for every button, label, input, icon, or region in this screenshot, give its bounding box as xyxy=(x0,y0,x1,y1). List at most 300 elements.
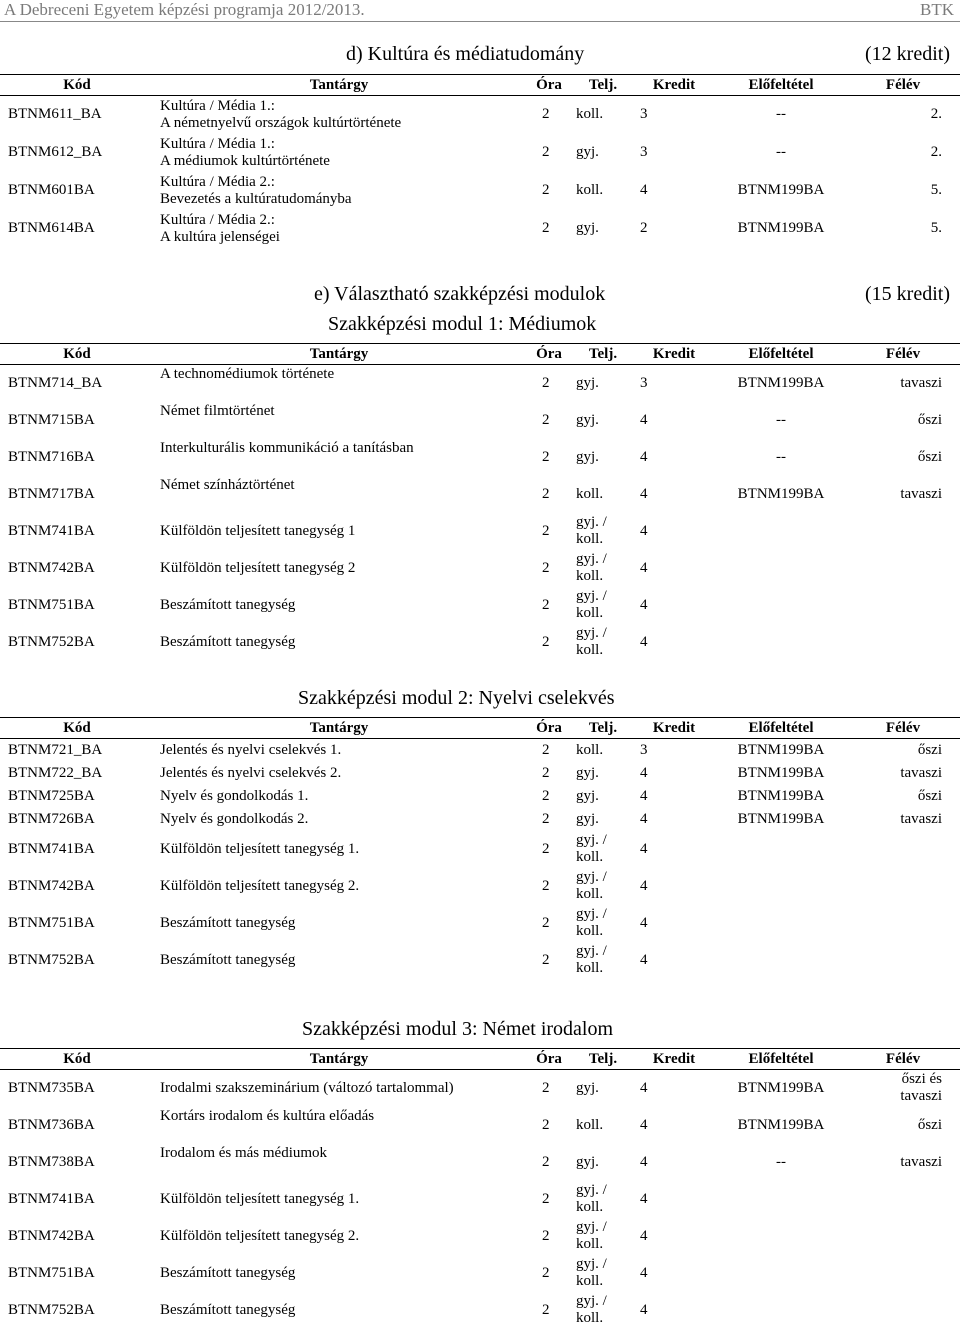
telj-cell xyxy=(574,513,632,550)
modul3-table xyxy=(0,1048,960,1329)
tantargy-text: Német filmtörténet xyxy=(160,402,275,419)
modul1-title: Szakképzési modul 1: Médiumok xyxy=(328,313,597,335)
telj-cell-line1: gyj. / xyxy=(576,514,607,530)
felev-cell: tavaszi xyxy=(900,810,942,827)
felev-cell: 5. xyxy=(930,220,942,236)
kredit-cell: 3 xyxy=(640,144,648,160)
table-row xyxy=(0,96,960,134)
kod-cell: BTNM735BA xyxy=(8,1079,95,1096)
elofeltetel-cell: BTNM199BA xyxy=(737,374,825,391)
telj-cell xyxy=(574,550,632,587)
table-row xyxy=(0,785,960,808)
ora-cell: 2 xyxy=(542,877,550,894)
col-tantargy-header: Tantárgy xyxy=(309,1050,369,1067)
table-row xyxy=(0,550,960,587)
table-row xyxy=(0,476,960,513)
ora-cell: 2 xyxy=(542,559,550,576)
felev-cell xyxy=(846,1181,960,1218)
kredit-cell: 4 xyxy=(640,1153,648,1170)
elofeltetel-cell: -- xyxy=(776,106,786,123)
table-row xyxy=(0,587,960,624)
ora-cell: 2 xyxy=(542,951,550,968)
elofeltetel-cell: -- xyxy=(776,448,786,465)
felev-cell xyxy=(846,587,960,624)
kod-cell: BTNM751BA xyxy=(8,596,95,613)
col-telj-header: Telj. xyxy=(588,1050,618,1067)
ora-cell: 2 xyxy=(542,411,550,428)
col-kredit-header: Kredit xyxy=(652,345,696,362)
section-d-table xyxy=(0,74,960,248)
kod-cell: BTNM715BA xyxy=(8,411,95,428)
telj-cell xyxy=(574,905,632,942)
modul2-title: Szakképzési modul 2: Nyelvi cselekvés xyxy=(298,687,615,709)
col-felev-header: Félév xyxy=(885,76,921,93)
kod-cell: BTNM742BA xyxy=(8,1227,95,1244)
felev-cell xyxy=(846,1255,960,1292)
telj-cell xyxy=(574,831,632,868)
telj-cell xyxy=(574,1255,632,1292)
telj-cell: koll. xyxy=(576,741,604,758)
telj-cell-line2: koll. xyxy=(576,642,604,658)
ora-cell: 2 xyxy=(542,764,550,781)
telj-cell-line2: koll. xyxy=(576,568,604,584)
kredit-cell: 4 xyxy=(640,596,648,613)
elofeltetel-cell xyxy=(716,868,846,905)
elofeltetel-cell: BTNM199BA xyxy=(737,1079,825,1096)
elofeltetel-cell: BTNM199BA xyxy=(737,787,825,804)
modul3-title: Szakképzési modul 3: Német irodalom xyxy=(302,1018,614,1040)
tantargy-cell-line1: Kultúra / Média 1.: xyxy=(160,135,275,152)
table-row xyxy=(0,134,960,172)
tantargy-cell: Beszámított tanegység xyxy=(160,633,296,650)
col-tantargy-header: Tantárgy xyxy=(309,76,369,93)
col-felev-header: Félév xyxy=(885,345,921,362)
telj-cell-line2: koll. xyxy=(576,605,604,621)
col-kod-header: Kód xyxy=(63,76,91,93)
telj-cell: koll. xyxy=(576,106,604,123)
felev-cell: tavaszi xyxy=(900,1153,942,1170)
elofeltetel-cell: -- xyxy=(776,411,786,428)
telj-cell-line2: koll. xyxy=(576,923,604,939)
elofeltetel-cell xyxy=(716,1292,846,1329)
elofeltetel-cell xyxy=(716,1181,846,1218)
telj-cell xyxy=(574,1218,632,1255)
felev-cell-line2: tavaszi xyxy=(900,1088,942,1105)
telj-cell xyxy=(574,942,632,979)
col-ora-header: Óra xyxy=(536,719,562,736)
tantargy-cell: Külföldön teljesített tanegység 2. xyxy=(160,1227,360,1244)
col-elofeltetel-header: Előfeltétel xyxy=(748,76,814,93)
kod-cell: BTNM752BA xyxy=(8,633,95,650)
elofeltetel-cell: -- xyxy=(776,1153,786,1170)
elofeltetel-cell xyxy=(716,587,846,624)
section-d-credit: (12 kredit) xyxy=(865,43,950,65)
ora-cell: 2 xyxy=(542,485,550,502)
kredit-cell: 4 xyxy=(640,840,648,857)
telj-cell xyxy=(574,624,632,661)
kredit-cell: 4 xyxy=(640,522,648,539)
kod-cell: BTNM742BA xyxy=(8,559,95,576)
kod-cell: BTNM738BA xyxy=(8,1153,95,1170)
table-row xyxy=(0,1292,960,1329)
tantargy-cell xyxy=(154,96,524,134)
table-row xyxy=(0,942,960,979)
telj-cell-line1: gyj. / xyxy=(576,1256,607,1272)
tantargy-cell-line1: Kultúra / Média 2.: xyxy=(160,173,275,190)
elofeltetel-cell: BTNM199BA xyxy=(737,741,825,758)
kredit-cell: 3 xyxy=(640,741,648,758)
kod-cell: BTNM614BA xyxy=(8,220,95,236)
tantargy-text: Interkulturális kommunikáció a tanításban xyxy=(160,439,414,456)
telj-cell xyxy=(574,587,632,624)
telj-cell: gyj. xyxy=(576,764,599,781)
kredit-cell: 4 xyxy=(640,764,648,781)
felev-cell: őszi xyxy=(917,448,942,465)
kod-cell: BTNM741BA xyxy=(8,1190,95,1207)
telj-cell: gyj. xyxy=(576,374,599,391)
kod-cell: BTNM611_BA xyxy=(8,106,102,123)
tantargy-cell: Beszámított tanegység xyxy=(160,1264,296,1281)
header-divider xyxy=(0,21,960,22)
col-elofeltetel-header: Előfeltétel xyxy=(748,345,814,362)
telj-cell: koll. xyxy=(576,182,604,198)
elofeltetel-cell: BTNM199BA xyxy=(737,1116,825,1133)
kredit-cell: 4 xyxy=(640,411,648,428)
telj-cell-line1: gyj. / xyxy=(576,906,607,922)
tantargy-cell: Jelentés és nyelvi cselekvés 2. xyxy=(160,764,342,781)
col-felev-header: Félév xyxy=(885,1050,921,1067)
tantargy-cell: Külföldön teljesített tanegység 1. xyxy=(160,1190,360,1207)
telj-cell-line2: koll. xyxy=(576,1273,604,1289)
telj-cell-line1: gyj. / xyxy=(576,551,607,567)
felev-cell: tavaszi xyxy=(900,485,942,502)
ora-cell: 2 xyxy=(542,182,550,198)
telj-cell: gyj. xyxy=(576,810,599,827)
kredit-cell: 4 xyxy=(640,951,648,968)
elofeltetel-cell: BTNM199BA xyxy=(737,182,825,198)
ora-cell: 2 xyxy=(542,914,550,931)
table-row xyxy=(0,1181,960,1218)
col-kod-header: Kód xyxy=(63,719,91,736)
col-kod-header: Kód xyxy=(63,345,91,362)
felev-cell xyxy=(846,942,960,979)
table-header-row xyxy=(0,1049,960,1070)
telj-cell-line2: koll. xyxy=(576,1236,604,1252)
felev-cell xyxy=(846,550,960,587)
telj-cell: gyj. xyxy=(576,787,599,804)
kredit-cell: 4 xyxy=(640,877,648,894)
ora-cell: 2 xyxy=(542,1190,550,1207)
ora-cell: 2 xyxy=(542,1301,550,1318)
col-telj-header: Telj. xyxy=(588,345,618,362)
kod-cell: BTNM716BA xyxy=(8,448,95,465)
ora-cell: 2 xyxy=(542,374,550,391)
felev-cell xyxy=(846,1070,960,1107)
kredit-cell: 4 xyxy=(640,448,648,465)
elofeltetel-cell: BTNM199BA xyxy=(737,764,825,781)
tantargy-cell xyxy=(154,365,524,402)
header-right: BTK xyxy=(920,0,954,19)
telj-cell: gyj. xyxy=(576,1079,599,1096)
telj-cell xyxy=(574,868,632,905)
col-ora-header: Óra xyxy=(536,345,562,362)
tantargy-cell xyxy=(154,402,524,439)
tantargy-text: Kortárs irodalom és kultúra előadás xyxy=(160,1107,375,1124)
felev-cell xyxy=(846,868,960,905)
kod-cell: BTNM751BA xyxy=(8,914,95,931)
tantargy-cell-line1: Kultúra / Média 1.: xyxy=(160,97,275,114)
col-kredit-header: Kredit xyxy=(652,719,696,736)
col-kod-header: Kód xyxy=(63,1050,91,1067)
felev-cell: 2. xyxy=(930,106,942,123)
col-elofeltetel-header: Előfeltétel xyxy=(748,719,814,736)
table-row xyxy=(0,1144,960,1181)
table-row xyxy=(0,1107,960,1144)
telj-cell xyxy=(574,1181,632,1218)
telj-cell-line2: koll. xyxy=(576,1310,604,1326)
tantargy-cell: Beszámított tanegység xyxy=(160,951,296,968)
felev-cell: őszi xyxy=(917,1116,942,1133)
telj-cell: gyj. xyxy=(576,144,599,160)
kredit-cell: 2 xyxy=(640,220,648,236)
kod-cell: BTNM752BA xyxy=(8,1301,95,1318)
tantargy-cell: Külföldön teljesített tanegység 1 xyxy=(160,522,356,539)
col-tantargy-header: Tantárgy xyxy=(309,719,369,736)
telj-cell-line2: koll. xyxy=(576,960,604,976)
table-row xyxy=(0,905,960,942)
tantargy-cell xyxy=(154,210,524,248)
telj-cell-line1: gyj. / xyxy=(576,943,607,959)
tantargy-cell: Nyelv és gondolkodás 1. xyxy=(160,787,309,804)
elofeltetel-cell: BTNM199BA xyxy=(737,810,825,827)
table-row xyxy=(0,1255,960,1292)
table-row xyxy=(0,762,960,785)
tantargy-cell: Irodalmi szakszeminárium (változó tartalommal) xyxy=(160,1079,454,1096)
kod-cell: BTNM717BA xyxy=(8,485,95,502)
telj-cell xyxy=(574,1292,632,1329)
kredit-cell: 4 xyxy=(640,633,648,650)
felev-cell: tavaszi xyxy=(900,374,942,391)
felev-cell xyxy=(846,1218,960,1255)
kod-cell: BTNM752BA xyxy=(8,951,95,968)
col-ora-header: Óra xyxy=(536,1050,562,1067)
telj-cell-line1: gyj. / xyxy=(576,588,607,604)
modul2-table xyxy=(0,717,960,979)
telj-cell-line2: koll. xyxy=(576,531,604,547)
table-row xyxy=(0,831,960,868)
kredit-cell: 4 xyxy=(640,1301,648,1318)
kod-cell: BTNM751BA xyxy=(8,1264,95,1281)
tantargy-cell: Beszámított tanegység xyxy=(160,914,296,931)
table-row xyxy=(0,739,960,762)
telj-cell: gyj. xyxy=(576,448,599,465)
kod-cell: BTNM601BA xyxy=(8,182,95,198)
kredit-cell: 4 xyxy=(640,1079,648,1096)
kod-cell: BTNM714_BA xyxy=(8,374,103,391)
ora-cell: 2 xyxy=(542,1264,550,1281)
table-row xyxy=(0,172,960,210)
kredit-cell: 4 xyxy=(640,559,648,576)
elofeltetel-cell xyxy=(716,550,846,587)
table-row xyxy=(0,439,960,476)
felev-cell xyxy=(846,905,960,942)
ora-cell: 2 xyxy=(542,448,550,465)
telj-cell-line1: gyj. / xyxy=(576,1182,607,1198)
felev-cell xyxy=(846,513,960,550)
col-telj-header: Telj. xyxy=(588,76,618,93)
ora-cell: 2 xyxy=(542,522,550,539)
col-kredit-header: Kredit xyxy=(652,76,696,93)
col-ora-header: Óra xyxy=(536,76,562,93)
felev-cell xyxy=(846,624,960,661)
ora-cell: 2 xyxy=(542,840,550,857)
elofeltetel-cell xyxy=(716,942,846,979)
kod-cell: BTNM726BA xyxy=(8,810,95,827)
telj-cell-line2: koll. xyxy=(576,1199,604,1215)
felev-cell: tavaszi xyxy=(900,764,942,781)
tantargy-cell xyxy=(154,439,524,476)
ora-cell: 2 xyxy=(542,596,550,613)
kredit-cell: 4 xyxy=(640,1264,648,1281)
telj-cell: koll. xyxy=(576,485,604,502)
elofeltetel-cell xyxy=(716,1255,846,1292)
tantargy-cell: Külföldön teljesített tanegység 2. xyxy=(160,877,360,894)
table-row xyxy=(0,402,960,439)
telj-cell-line1: gyj. / xyxy=(576,832,607,848)
table-header-row xyxy=(0,75,960,96)
elofeltetel-cell xyxy=(716,624,846,661)
tantargy-cell: Beszámított tanegység xyxy=(160,596,296,613)
col-elofeltetel-header: Előfeltétel xyxy=(748,1050,814,1067)
ora-cell: 2 xyxy=(542,810,550,827)
felev-cell xyxy=(846,831,960,868)
col-kredit-header: Kredit xyxy=(652,1050,696,1067)
section-e-credit: (15 kredit) xyxy=(865,283,950,305)
tantargy-cell xyxy=(154,134,524,172)
kod-cell: BTNM736BA xyxy=(8,1116,95,1133)
kredit-cell: 4 xyxy=(640,914,648,931)
tantargy-cell-line2: Bevezetés a kultúratudományba xyxy=(160,190,352,207)
felev-cell: őszi xyxy=(917,741,942,758)
kredit-cell: 4 xyxy=(640,787,648,804)
telj-cell: gyj. xyxy=(576,220,599,236)
ora-cell: 2 xyxy=(542,787,550,804)
table-row xyxy=(0,868,960,905)
elofeltetel-cell: BTNM199BA xyxy=(737,220,825,236)
kod-cell: BTNM741BA xyxy=(8,522,95,539)
felev-cell: 2. xyxy=(930,144,942,160)
table-row xyxy=(0,1218,960,1255)
telj-cell-line2: koll. xyxy=(576,886,604,902)
kod-cell: BTNM721_BA xyxy=(8,741,103,758)
telj-cell: gyj. xyxy=(576,411,599,428)
tantargy-cell-line2: A médiumok kultúrtörténete xyxy=(160,152,330,169)
kredit-cell: 3 xyxy=(640,106,648,123)
ora-cell: 2 xyxy=(542,633,550,650)
felev-cell xyxy=(846,1292,960,1329)
elofeltetel-cell xyxy=(716,905,846,942)
tantargy-text: Német színháztörténet xyxy=(160,476,295,493)
felev-cell: őszi xyxy=(917,787,942,804)
modul1-table xyxy=(0,343,960,661)
kredit-cell: 4 xyxy=(640,485,648,502)
elofeltetel-cell: BTNM199BA xyxy=(737,485,825,502)
tantargy-cell: Külföldön teljesített tanegység 2 xyxy=(160,559,356,576)
table-row xyxy=(0,210,960,248)
telj-cell: koll. xyxy=(576,1116,604,1133)
kredit-cell: 3 xyxy=(640,374,648,391)
elofeltetel-cell xyxy=(716,831,846,868)
felev-cell-line1: őszi és xyxy=(901,1071,942,1088)
ora-cell: 2 xyxy=(542,1153,550,1170)
kod-cell: BTNM612_BA xyxy=(8,144,103,160)
ora-cell: 2 xyxy=(542,144,550,160)
tantargy-cell xyxy=(154,1144,524,1181)
elofeltetel-cell: -- xyxy=(776,144,786,160)
felev-cell: 5. xyxy=(930,182,942,198)
ora-cell: 2 xyxy=(542,220,550,236)
kredit-cell: 4 xyxy=(640,1190,648,1207)
ora-cell: 2 xyxy=(542,741,550,758)
tantargy-cell xyxy=(154,172,524,210)
ora-cell: 2 xyxy=(542,1079,550,1096)
tantargy-cell-line2: A németnyelvű országok kultúrtörténete xyxy=(160,114,402,131)
kredit-cell: 4 xyxy=(640,1116,648,1133)
tantargy-cell: Nyelv és gondolkodás 2. xyxy=(160,810,309,827)
header-left: A Debreceni Egyetem képzési programja 2012/2013. xyxy=(4,0,365,19)
table-header-row xyxy=(0,718,960,739)
table-row xyxy=(0,513,960,550)
kredit-cell: 4 xyxy=(640,1227,648,1244)
felev-cell: őszi xyxy=(917,411,942,428)
tantargy-cell xyxy=(154,476,524,513)
table-header-row xyxy=(0,344,960,365)
section-d-title: d) Kultúra és médiatudomány xyxy=(346,43,585,65)
kredit-cell: 4 xyxy=(640,810,648,827)
kod-cell: BTNM725BA xyxy=(8,787,95,804)
col-felev-header: Félév xyxy=(885,719,921,736)
ora-cell: 2 xyxy=(542,1227,550,1244)
tantargy-text: A technomédiumok története xyxy=(160,365,335,382)
telj-cell-line1: gyj. / xyxy=(576,1293,607,1309)
tantargy-cell xyxy=(154,1107,524,1144)
table-row xyxy=(0,1070,960,1107)
telj-cell-line1: gyj. / xyxy=(576,625,607,641)
col-telj-header: Telj. xyxy=(588,719,618,736)
tantargy-cell-line1: Kultúra / Média 2.: xyxy=(160,211,275,228)
tantargy-cell: Jelentés és nyelvi cselekvés 1. xyxy=(160,741,342,758)
telj-cell-line1: gyj. / xyxy=(576,869,607,885)
telj-cell: gyj. xyxy=(576,1153,599,1170)
tantargy-cell: Beszámított tanegység xyxy=(160,1301,296,1318)
tantargy-cell-line2: A kultúra jelenségei xyxy=(160,228,280,245)
table-row xyxy=(0,808,960,831)
kod-cell: BTNM741BA xyxy=(8,840,95,857)
table-row xyxy=(0,365,960,402)
page-header xyxy=(0,0,960,24)
tantargy-text: Irodalom és más médiumok xyxy=(160,1144,328,1161)
telj-cell-line2: koll. xyxy=(576,849,604,865)
ora-cell: 2 xyxy=(542,106,550,123)
elofeltetel-cell xyxy=(716,513,846,550)
kod-cell: BTNM722_BA xyxy=(8,764,103,781)
ora-cell: 2 xyxy=(542,1116,550,1133)
kredit-cell: 4 xyxy=(640,182,648,198)
elofeltetel-cell xyxy=(716,1218,846,1255)
col-tantargy-header: Tantárgy xyxy=(309,345,369,362)
tantargy-cell: Külföldön teljesített tanegység 1. xyxy=(160,840,360,857)
section-e-title: e) Választható szakképzési modulok xyxy=(314,283,606,305)
